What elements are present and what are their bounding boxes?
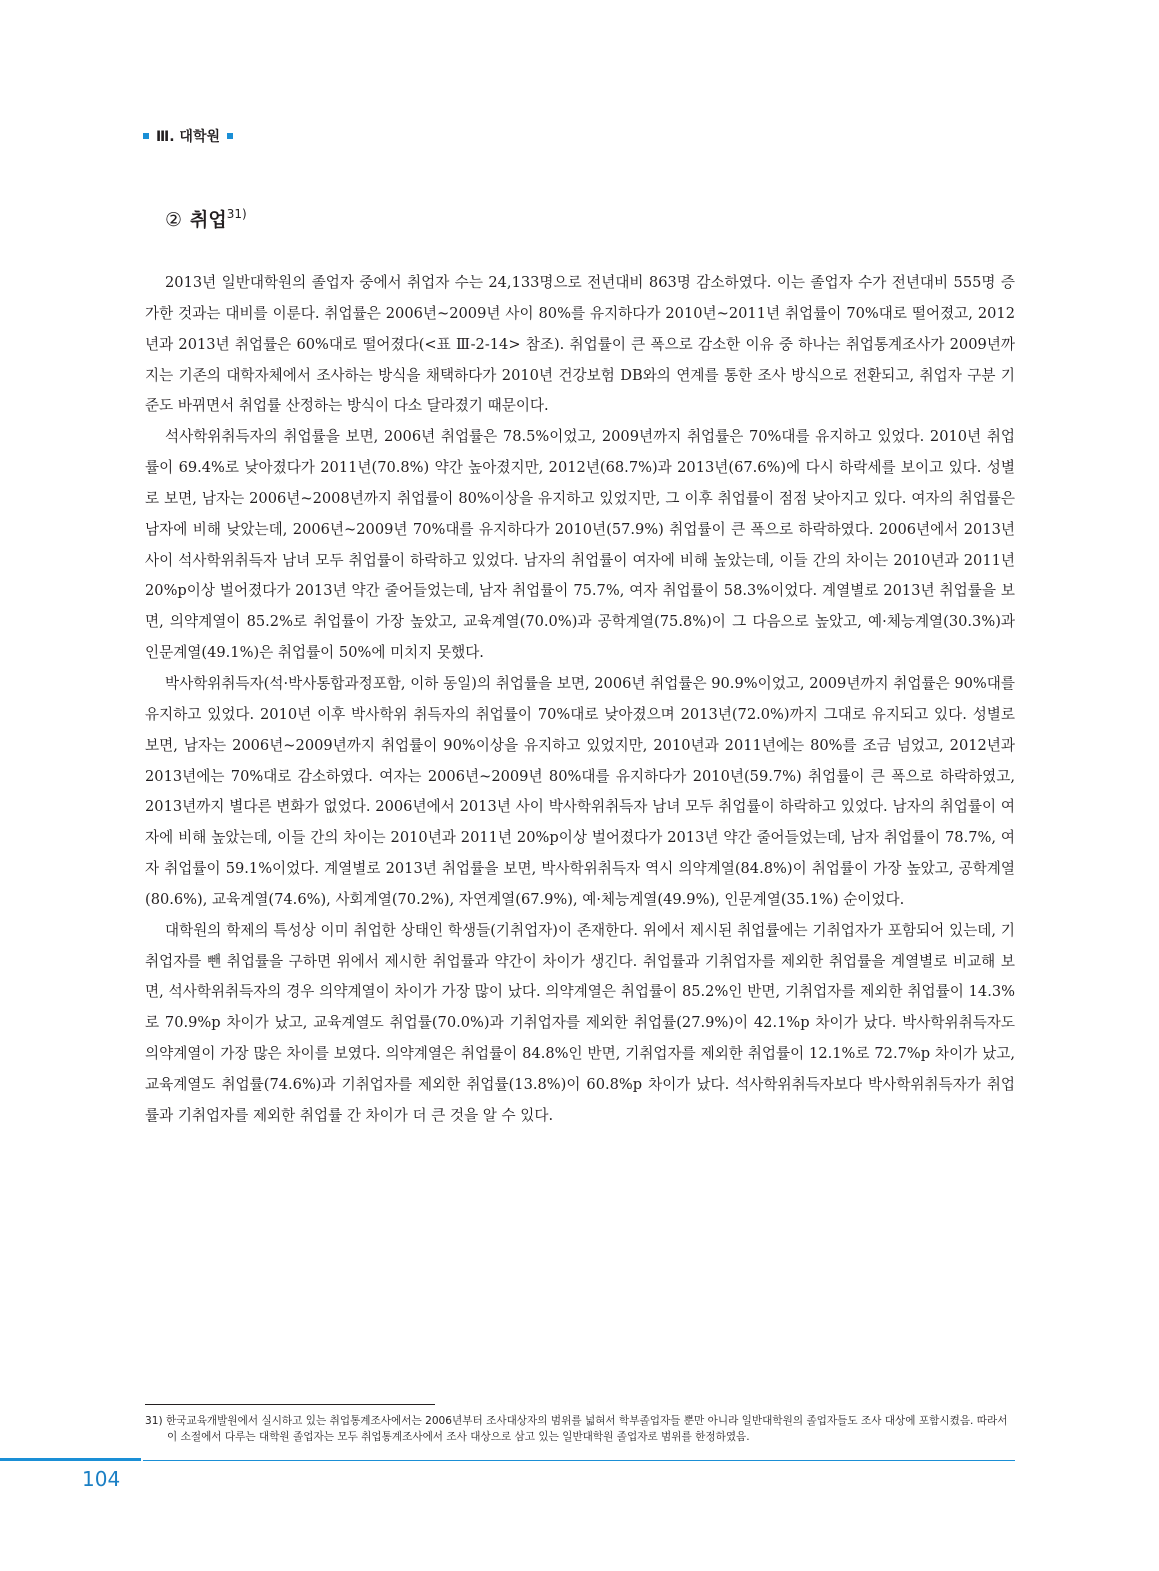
footnote-marker: 31) (145, 1415, 163, 1427)
paragraph-doctoral-employment: 박사학위취득자(석·박사통합과정포함, 이하 동일)의 취업률을 보면, 2006년 취업률은 90.9%이었고, 2009년까지 취업률은 90%대를 유지하고 있었다. 2010년 이후 박사학위 취득자의 취업률이 70%대로 낮아졌으며 2013년(72.0%)까지 그대로 유지되고 있다. 성별로 보면, 남자는 2006년~2009년까지 취업률이 90%이상을 유지하고 있었지만, 2010년과 2011년에는 80%를 조금 넘었고, 2012년과 2013년에는 70%대로 감소하였다. 여자는 2006년~2009년 80%대를 유지하다가 2010년(59.7%) 취업률이 큰 폭으로 하락하였고, 2013년까지 별다른 변화가 없었다. 2006년에서 2013년 사이 박사학위취득자 남녀 모두 취업률이 하락하고 있었다. 남자의 취업률이 여자에 비해 높았는데, 이들 간의 차이는 2010년과 2011년 20%p이상 벌어졌다가 2013년 약간 줄어들었는데, 남자 취업률이 78.7%, 여자 취업률이 59.1%이었다. 계열별로 2013년 취업률을 보면, 박사학위취득자 역시 의약계열(84.8%)이 취업률이 가장 높았고, 공학계열(80.6%), 교육계열(74.6%), 사회계열(70.2%), 자연계열(67.9%), 예·체능계열(49.9%), 인문계열(35.1%) 순이었다. (145, 674, 1015, 908)
section-number: ② (165, 209, 183, 231)
footnote-divider (145, 1404, 435, 1405)
section-title-text: 취업 (190, 209, 227, 231)
footer-rule (143, 1460, 1015, 1461)
section-title (165, 205, 247, 232)
page-number: 104 (82, 1467, 121, 1491)
footer-accent-bar (0, 1458, 141, 1461)
header-bullet-left (143, 133, 149, 139)
footnote (145, 1413, 1015, 1445)
chapter-header (143, 126, 233, 146)
chapter-title: Ⅲ. 대학원 (156, 129, 220, 145)
paragraph-masters-employment: 석사학위취득자의 취업률을 보면, 2006년 취업률은 78.5%이었고, 2009년까지 취업률은 70%대를 유지하고 있었다. 2010년 취업률이 69.4%로 낮아졌다가 2011년(70.8%) 약간 높아졌지만, 2012년(68.7%)과 2013년(67.6%)에 다시 하락세를 보이고 있다. 성별로 보면, 남자는 2006년~2008년까지 취업률이 80%이상을 유지하고 있었지만, 그 이후 취업률이 점점 낮아지고 있다. 여자의 취업률은 남자에 비해 낮았는데, 2006년~2009년 70%대를 유지하다가 2010년(57.9%) 취업률이 큰 폭으로 하락하였다. 2006년에서 2013년 사이 석사학위취득자 남녀 모두 취업률이 하락하고 있었다. 남자의 취업률이 여자에 비해 높았는데, 이들 간의 차이는 2010년과 2011년 20%p이상 벌어졌다가 2013년 약간 줄어들었는데, 남자 취업률이 75.7%, 여자 취업률이 58.3%이었다. 계열별로 2013년 취업률을 보면, 의약계열이 85.2%로 취업률이 가장 높았고, 교육계열(70.0%)과 공학계열(75.8%)이 그 다음으로 높았고, 예·체능계열(30.3%)과 인문계열(49.1%)은 취업률이 50%에 미치지 못했다. (145, 428, 1015, 662)
header-bullet-right (227, 133, 233, 139)
paragraph-employment-overview: 2013년 일반대학원의 졸업자 중에서 취업자 수는 24,133명으로 전년대비 863명 감소하였다. 이는 졸업자 수가 전년대비 555명 증가한 것과는 대비를 이룬다. 취업률은 2006년~2009년 사이 80%를 유지하다가 2010년~2011년 취업률이 70%대로 떨어졌고, 2012년과 2013년 취업률은 60%대로 떨어졌다(<표 Ⅲ-2-14> 참조). 취업률이 큰 폭으로 감소한 이유 중 하나는 취업통계조사가 2009년까지는 기존의 대학자체에서 조사하는 방식을 채택하다가 2010년 건강보험 DB와의 연계를 통한 조사 방식으로 전환되고, 취업자 구분 기준도 바뀌면서 취업률 산정하는 방식이 다소 달라졌기 때문이다. (145, 274, 1015, 415)
paragraph-pre-employed: 대학원의 학제의 특성상 이미 취업한 상태인 학생들(기취업자)이 존재한다. 위에서 제시된 취업률에는 기취업자가 포함되어 있는데, 기취업자를 뺀 취업률을 구하면 위에서 제시한 취업률과 약간이 차이가 생긴다. 취업률과 기취업자를 제외한 취업률을 계열별로 비교해 보면, 석사학위취득자의 경우 의약계열이 차이가 가장 많이 났다. 의약계열은 취업률이 85.2%인 반면, 기취업자를 제외한 취업률이 14.3%로 70.9%p 차이가 났고, 교육계열도 취업률(70.0%)과 기취업자를 제외한 취업률(27.9%)이 42.1%p 차이가 났다. 박사학위취득자도 의약계열이 가장 많은 차이를 보였다. 의약계열은 취업률이 84.8%인 반면, 기취업자를 제외한 취업률이 12.1%로 72.7%p 차이가 났고, 교육계열도 취업률(74.6%)과 기취업자를 제외한 취업률(13.8%)이 60.8%p 차이가 났다. 석사학위취득자보다 박사학위취득자가 취업률과 기취업자를 제외한 취업률 간 차이가 더 큰 것을 알 수 있다. (145, 921, 1015, 1124)
footnote-text: 한국교육개발원에서 실시하고 있는 취업통계조사에서는 2006년부터 조사대상자의 범위를 넓혀서 학부졸업자들 뿐만 아니라 일반대학원의 졸업자들도 조사 대상에 포함시켰음. 따라서 이 소절에서 다루는 대학원 졸업자는 모두 취업통계조사에서 조사 대상으로 삼고 있는 일반대학원 졸업자로 범위를 한정하였음. (166, 1415, 1008, 1443)
body-text (145, 268, 1015, 1132)
footnote-ref: 31) (226, 207, 247, 221)
